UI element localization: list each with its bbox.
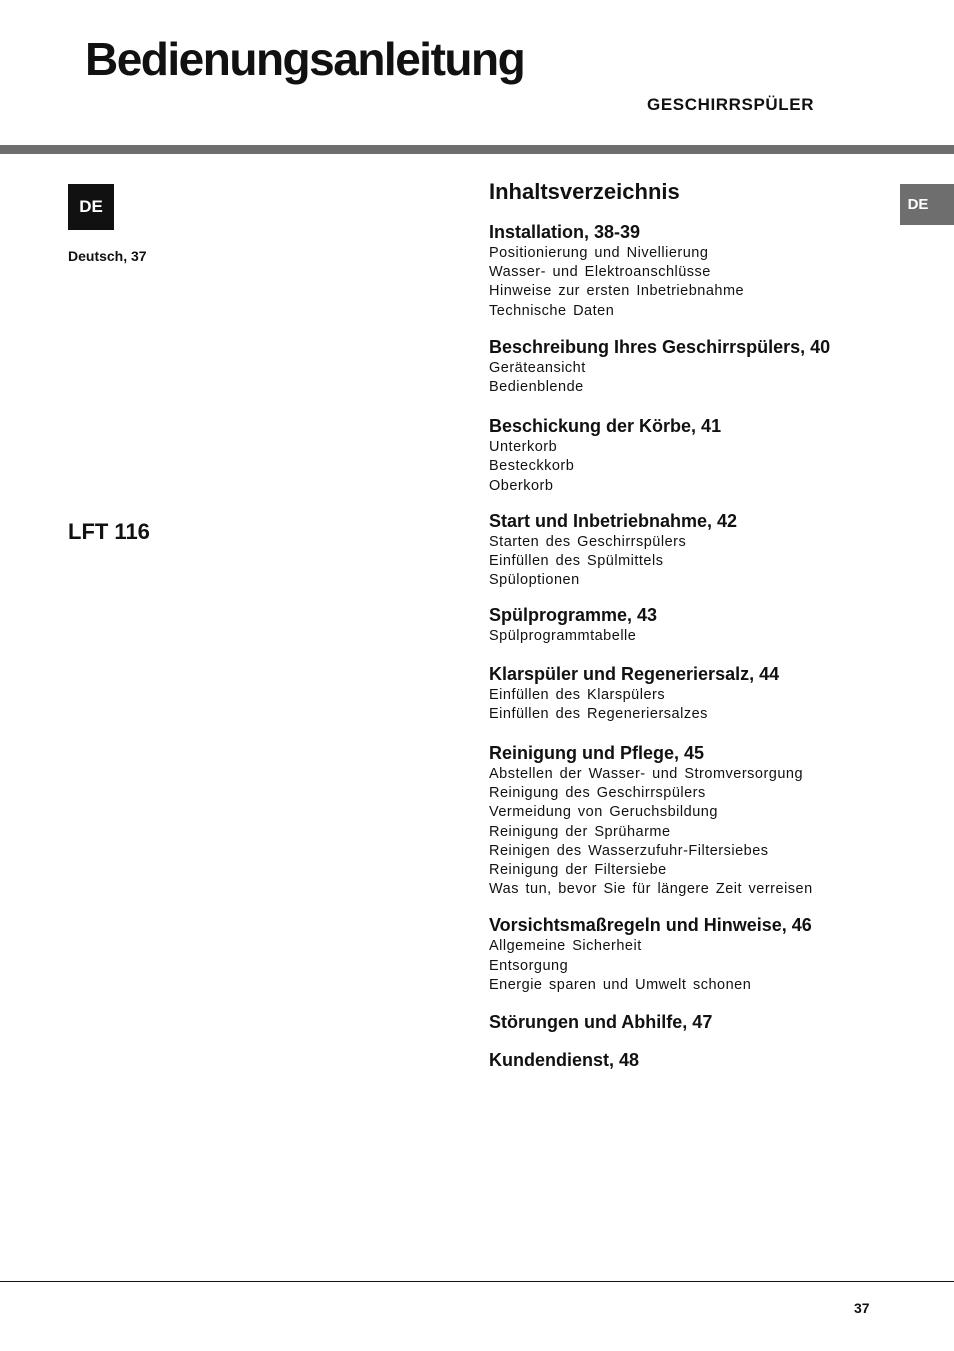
toc-item: Reinigen des Wasserzufuhr-Filtersiebes [489,842,769,859]
toc-section [489,220,909,321]
toc-item: Energie sparen und Umwelt schonen [489,976,752,993]
toc-heading: Inhaltsverzeichnis [489,179,680,204]
toc-section-title: Beschreibung Ihres Geschirrspülers, 40 [489,336,831,357]
toc-section-title: Beschickung der Körbe, 41 [489,416,722,437]
toc-item: Unterkorb [489,439,558,456]
toc-item: Reinigung der Filtersiebe [489,862,667,879]
language-badge: DE [68,184,114,230]
toc-section [489,414,909,496]
toc-item: Oberkorb [489,477,554,494]
toc-item: Geräteansicht [489,359,586,376]
toc-section [489,741,909,899]
toc-section [489,1010,909,1034]
language-side-tab: DE [900,184,954,225]
toc-item: Einfüllen des Spülmittels [489,553,664,570]
toc-section [489,603,909,646]
toc-item: Einfüllen des Regeneriersalzes [489,705,708,722]
toc-item: Vermeidung von Geruchsbildung [489,804,718,821]
toc-section [489,335,909,397]
toc-section [489,1048,909,1072]
toc-section-title: Spülprogramme, 43 [489,605,658,626]
toc-item: Hinweise zur ersten Inbetriebnahme [489,283,745,300]
toc-item: Entsorgung [489,957,569,974]
toc-item: Einfüllen des Klarspülers [489,686,666,703]
header-divider [0,145,954,154]
toc-section [489,662,909,724]
toc-item: Reinigung der Sprüharme [489,823,671,840]
toc-section-title: Klarspüler und Regeneriersalz, 44 [489,663,780,684]
table-of-contents [489,220,909,1072]
toc-section-title: Vorsichtsmaßregeln und Hinweise, 46 [489,915,812,936]
toc-section-title: Störungen und Abhilfe, 47 [489,1012,713,1033]
toc-item: Spülprogrammtabelle [489,628,637,645]
toc-item: Wasser- und Elektroanschlüsse [489,264,711,281]
toc-item: Abstellen der Wasser- und Stromversorgung [489,766,804,783]
toc-item: Reinigung des Geschirrspülers [489,785,706,802]
model-number: LFT 116 [68,519,150,544]
toc-section-title: Start und Inbetriebnahme, 42 [489,510,738,531]
footer-divider [0,1281,954,1282]
toc-item: Spüloptionen [489,572,580,589]
product-category: GESCHIRRSPÜLER [647,95,815,114]
toc-item: Was tun, bevor Sie für längere Zeit verreisen [489,881,813,898]
toc-section [489,509,909,591]
toc-item: Allgemeine Sicherheit [489,938,642,955]
toc-item: Technische Daten [489,302,615,319]
toc-section-title: Kundendienst, 48 [489,1050,640,1071]
toc-section [489,913,909,995]
language-page-ref: Deutsch, 37 [68,248,147,264]
toc-section-title: Installation, 38-39 [489,222,641,242]
page-number: 37 [854,1300,870,1316]
toc-item: Positionierung und Nivellierung [489,245,709,261]
toc-section-title: Reinigung und Pflege, 45 [489,743,705,764]
page-title: Bedienungsanleitung [85,33,525,85]
toc-item: Besteckkorb [489,458,575,475]
toc-item: Bedienblende [489,379,584,396]
toc-item: Starten des Geschirrspülers [489,533,687,550]
